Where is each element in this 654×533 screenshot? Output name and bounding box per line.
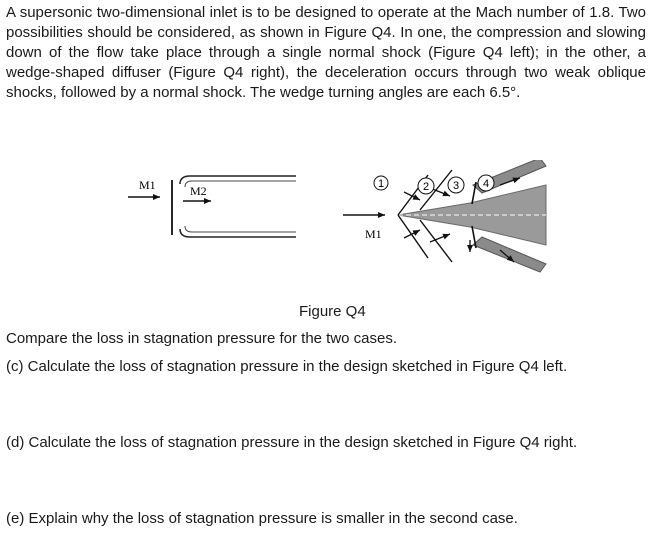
question-d: (d) Calculate the loss of stagnation pressure in the design sketched in Figure Q4 right. (6, 434, 578, 451)
station-1-label (378, 178, 384, 190)
left-m1-text: M1 (139, 178, 156, 192)
station-4-label (483, 178, 489, 190)
question-c: (c) Calculate the loss of stagnation pressure in the design sketched in Figure Q4 left. (6, 358, 568, 375)
left-inlet-figure (128, 176, 296, 237)
left-lower-wall (180, 229, 296, 237)
left-m2-label (190, 184, 207, 198)
station-3-label (453, 180, 459, 192)
figure-caption: Figure Q4 (299, 303, 366, 320)
question-e: (e) Explain why the loss of stagnation pressure is smaller in the second case. (6, 510, 518, 527)
left-m1-label (139, 178, 156, 192)
figure-q4 (0, 160, 654, 300)
problem-intro: A supersonic two-dimensional inlet is to be designed to operate at the Mach number of 1.8. Two possibilities should be considered, as shown in Figure Q4. In one, the compression and slowing down of the flow take place through a single normal shock (Figure Q4 left); in the other, a wedge-shaped diffuser (Figure Q4 right), the deceleration occurs through two weak oblique shocks, followed by a normal shock. The wedge turning angles are each 6.5°. (6, 4, 646, 101)
flow-arrow-lower-1 (404, 230, 420, 238)
left-upper-wall (180, 176, 296, 184)
station-2-text: 2 (422, 181, 430, 193)
oblique-shock-2-lower (420, 220, 452, 262)
station-2-label (423, 181, 429, 193)
right-m1-text: M1 (365, 227, 382, 241)
oblique-shock-1-lower (398, 215, 428, 258)
figure-q4-diagram (0, 160, 654, 300)
right-m1-label (365, 227, 382, 241)
station-3-text: 3 (452, 180, 460, 192)
right-wedge-figure (343, 160, 546, 272)
question-prompt: Compare the loss in stagnation pressure for the two cases. (6, 330, 398, 347)
left-m2-text: M2 (190, 184, 207, 198)
station-1-text: 1 (377, 178, 385, 190)
station-4-text: 4 (482, 178, 490, 190)
left-lower-wall-inner (185, 226, 296, 232)
flow-arrow-upper-1 (404, 192, 420, 200)
